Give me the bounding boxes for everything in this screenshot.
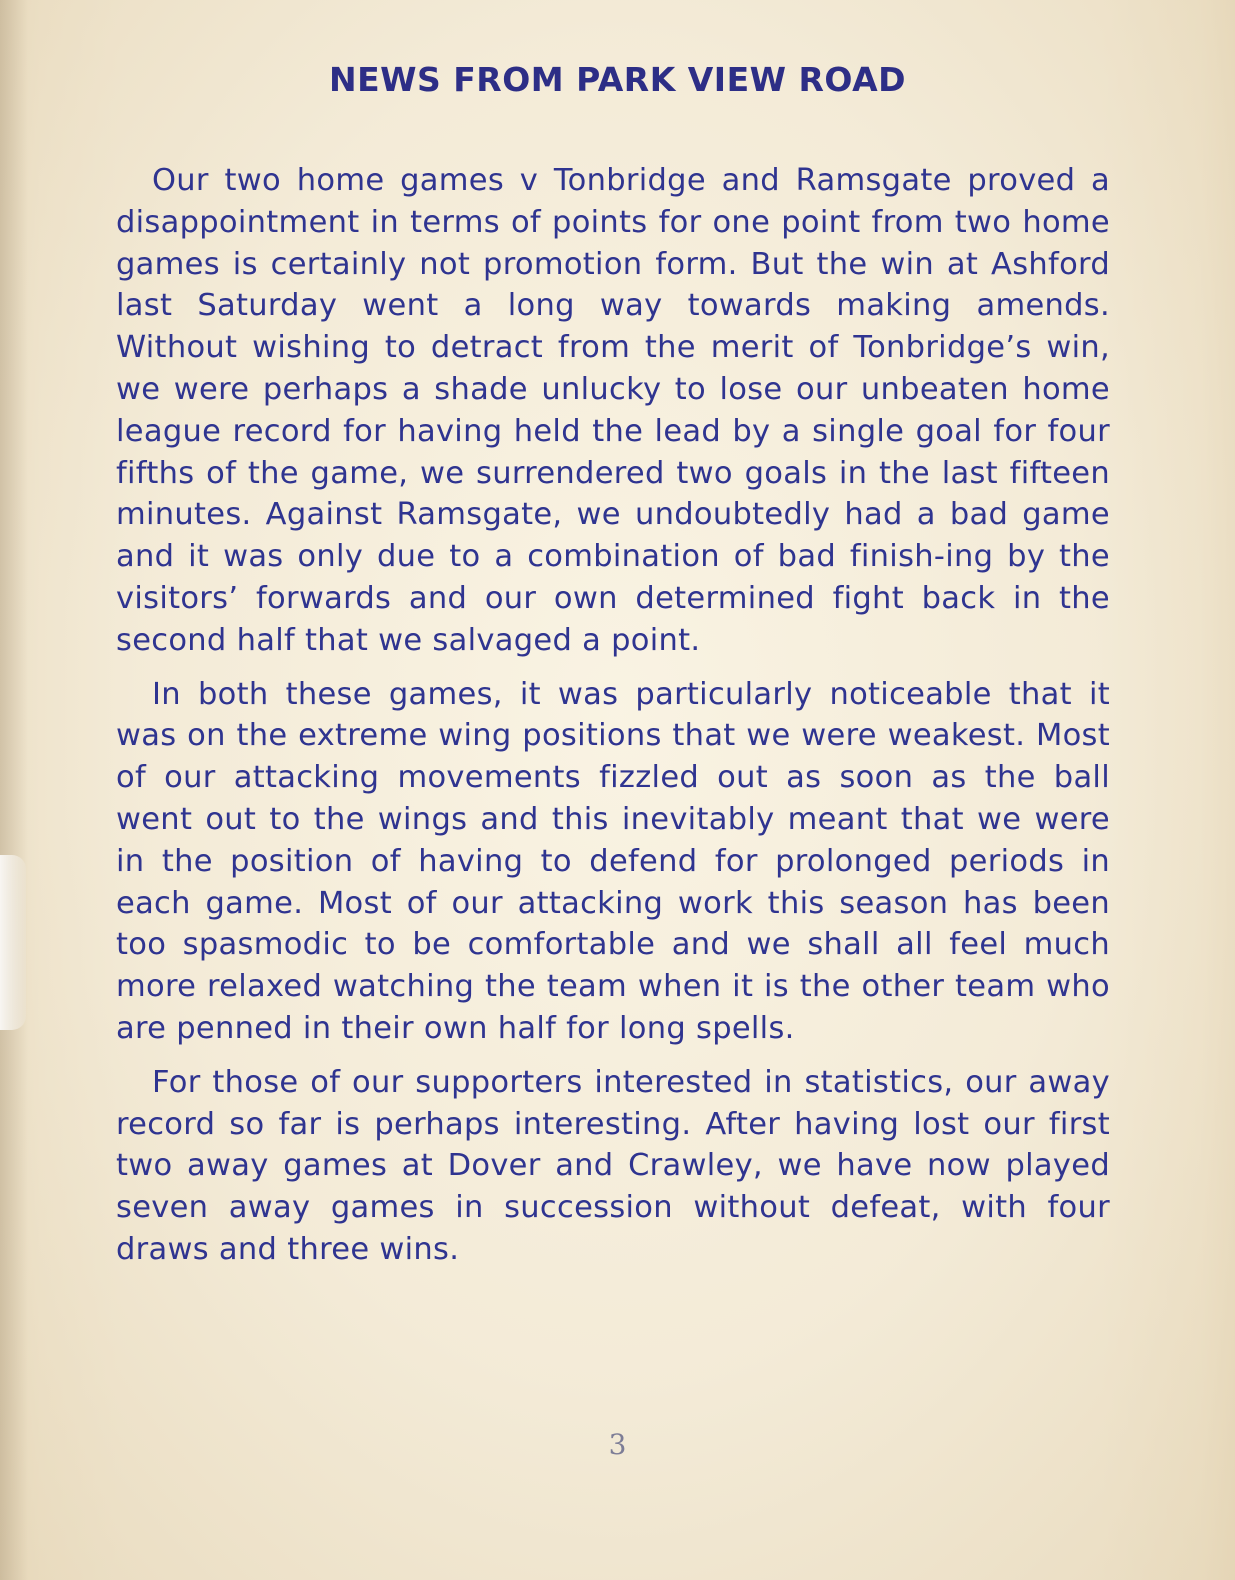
paragraph-1: Our two home games v Tonbridge and Ramsgate proved a disappointment in terms of points for one point from two home games is certainly not promotion form. But the win at Ashford last Saturday went a long way towards making amends. Without wishing to detract from the merit of Tonbridge’s win, we were perhaps a shade unlucky to lose our unbeaten home league record for having held the lead by a single goal for four fifths of the game, we surrendered two goals in the last fifteen minutes. Against Ramsgate, we undoubtedly had a bad game and it was only due to a combination of bad finish-ing by the visitors’ forwards and our own determined fight back in the second half that we salvaged a point. <box>116 163 1110 658</box>
paragraph-3: For those of our supporters interested in statistics, our away record so far is perhaps interesting. After having lost our first two away games at Dover and Crawley, we have now played seven away games in succession without defeat, with four draws and three wins. <box>116 1064 1110 1267</box>
staple-hole <box>0 855 26 1030</box>
page-number: 3 <box>608 1428 627 1461</box>
page-title: NEWS FROM PARK VIEW ROAD <box>328 60 907 99</box>
paragraph-2: In both these games, it was particularly noticeable that it was on the extreme wing positions that we were weakest. Most of our attacking movements fizzled out as soon as the ball went out to the wings and this inevitably meant that we were in the position of having to defend for prolonged periods in each game. Most of our attacking work this season has been too spasmodic to be comfortable and we shall all feel much more relaxed watching the team when it is the other team who are penned in their own half for long spells. <box>116 676 1110 1046</box>
article-body <box>116 160 1110 1283</box>
spine-shadow <box>0 0 28 1580</box>
